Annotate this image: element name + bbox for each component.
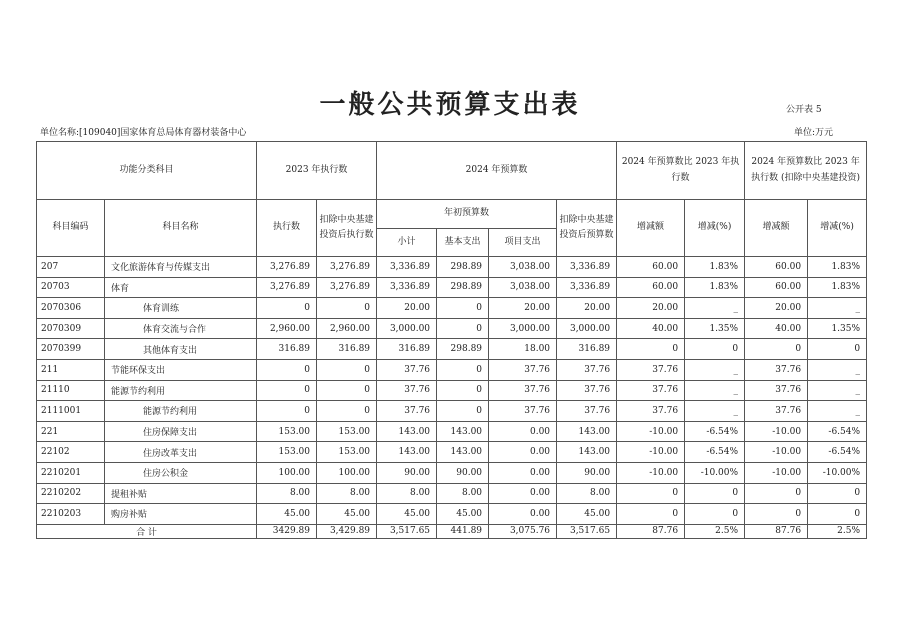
table-cell: 37.76 [617,401,685,422]
table-cell: 0 [617,339,685,360]
table-cell: 2,960.00 [257,318,317,339]
table-cell: _ [685,380,745,401]
header-exec: 执行数 [257,200,317,257]
table-cell: 60.00 [745,277,808,298]
header-project: 项目支出 [489,229,557,257]
table-cell: 60.00 [745,257,808,278]
table-cell: 1.35% [685,318,745,339]
subject-name: 其他体育支出 [105,339,257,360]
table-cell: -10.00 [745,462,808,483]
subject-code: 2070309 [37,318,105,339]
table-cell: 143.00 [377,421,437,442]
table-cell: 0 [257,380,317,401]
table-cell: 3,000.00 [377,318,437,339]
subject-code: 2111001 [37,401,105,422]
table-cell: 0 [437,359,489,380]
table-cell: 100.00 [317,462,377,483]
table-cell: 3429.89 [257,524,317,538]
subject-code: 2070306 [37,298,105,319]
table-cell: _ [808,298,867,319]
table-cell: 8.00 [557,483,617,504]
header-exec-ex: 扣除中央基建投资后执行数 [317,200,377,257]
table-cell: _ [808,359,867,380]
table-row [37,504,867,525]
table-cell: 37.76 [377,359,437,380]
header-name: 科目名称 [105,200,257,257]
table-cell: 153.00 [257,442,317,463]
table-cell: 37.76 [745,359,808,380]
table-cell: 1.35% [808,318,867,339]
table-cell: 37.76 [617,380,685,401]
table-cell: 8.00 [317,483,377,504]
subject-code: 22102 [37,442,105,463]
header-code: 科目编码 [37,200,105,257]
table-cell: 0 [437,401,489,422]
table-cell: 37.76 [745,401,808,422]
table-cell: 0.00 [489,421,557,442]
table-cell: 0 [808,483,867,504]
subject-name: 体育 [105,277,257,298]
table-cell: 0 [257,298,317,319]
table-cell: _ [808,401,867,422]
table-cell: 316.89 [317,339,377,360]
table-cell: 40.00 [617,318,685,339]
table-cell: 0.00 [489,504,557,525]
table-cell: 441.89 [437,524,489,538]
subject-name: 体育训练 [105,298,257,319]
table-cell: 90.00 [437,462,489,483]
total-row [37,524,867,538]
table-cell: 37.76 [377,401,437,422]
table-cell: 87.76 [745,524,808,538]
table-cell: 1.83% [685,277,745,298]
table-cell: 143.00 [437,442,489,463]
table-row [37,298,867,319]
header-ratio: 2024 年预算数比 2023 年执行数 [617,142,745,200]
table-row [37,380,867,401]
table-cell: 3,276.89 [317,257,377,278]
table-cell: 37.76 [489,359,557,380]
total-label: 合 计 [37,524,257,538]
subject-name: 住房改革支出 [105,442,257,463]
table-cell: 3,276.89 [257,277,317,298]
table-cell: 37.76 [489,401,557,422]
table-cell: 90.00 [377,462,437,483]
table-cell: _ [685,298,745,319]
table-cell: 0 [317,380,377,401]
table-cell: 1.83% [808,277,867,298]
table-cell: 37.76 [617,359,685,380]
table-cell: 3,038.00 [489,257,557,278]
table-cell: -10.00% [685,462,745,483]
table-cell: 20.00 [557,298,617,319]
table-cell: 0 [257,401,317,422]
table-cell: _ [685,359,745,380]
table-cell: 298.89 [437,339,489,360]
table-cell: -10.00 [617,421,685,442]
table-cell: 2.5% [808,524,867,538]
table-cell: 0 [745,339,808,360]
table-cell: 18.00 [489,339,557,360]
table-cell: 0 [437,380,489,401]
table-cell: 3,517.65 [557,524,617,538]
table-cell: 143.00 [437,421,489,442]
table-cell: 20.00 [745,298,808,319]
table-cell: 3,075.76 [489,524,557,538]
table-cell: 3,336.89 [557,257,617,278]
table-cell: 2,960.00 [317,318,377,339]
table-row [37,462,867,483]
header-budget-ex: 扣除中央基建投资后预算数 [557,200,617,257]
table-row [37,359,867,380]
table-cell: 45.00 [317,504,377,525]
table-cell: 153.00 [317,421,377,442]
table-cell: 3,000.00 [489,318,557,339]
header-basic: 基本支出 [437,229,489,257]
table-row [37,421,867,442]
table-cell: 45.00 [557,504,617,525]
table-cell: 0 [808,339,867,360]
table-cell: 45.00 [437,504,489,525]
table-cell: 153.00 [257,421,317,442]
table-cell: 0 [808,504,867,525]
table-cell: 3,336.89 [377,277,437,298]
table-cell: 8.00 [257,483,317,504]
table-cell: 0.00 [489,483,557,504]
table-row [37,257,867,278]
page-title: 一般公共预算支出表 [319,90,581,120]
table-header [37,142,867,257]
table-cell: 1.83% [685,257,745,278]
table-cell: 37.76 [557,359,617,380]
subject-code: 221 [37,421,105,442]
table-cell: 90.00 [557,462,617,483]
table-cell: 37.76 [557,401,617,422]
table-cell: 45.00 [377,504,437,525]
table-cell: -6.54% [808,442,867,463]
table-cell: 87.76 [617,524,685,538]
table-cell: 3,000.00 [557,318,617,339]
table-row [37,277,867,298]
subject-name: 住房公积金 [105,462,257,483]
table-cell: -6.54% [808,421,867,442]
header-exec-2023: 2023 年执行数 [257,142,377,200]
table-cell: -6.54% [685,421,745,442]
table-cell: 37.76 [745,380,808,401]
table-cell: 143.00 [557,442,617,463]
subject-name: 体育交流与合作 [105,318,257,339]
table-row [37,318,867,339]
table-cell: 0 [685,339,745,360]
table-row [37,401,867,422]
table-cell: 0 [685,504,745,525]
header-ratio-ex: 2024 年预算数比 2023 年执行数 (扣除中央基建投资) [745,142,867,200]
table-cell: -6.54% [685,442,745,463]
header-diff-ex: 增减额 [745,200,808,257]
table-cell: 0 [317,401,377,422]
subject-code: 2070399 [37,339,105,360]
table-cell: 3,336.89 [377,257,437,278]
subject-code: 20703 [37,277,105,298]
table-cell: 0 [745,504,808,525]
header-func-category: 功能分类科目 [37,142,257,200]
table-cell: 60.00 [617,277,685,298]
header-diff: 增减额 [617,200,685,257]
table-cell: 0.00 [489,442,557,463]
table-row [37,442,867,463]
table-cell: 37.76 [489,380,557,401]
table-cell: 143.00 [377,442,437,463]
table-cell: 3,276.89 [317,277,377,298]
subject-name: 住房保障支出 [105,421,257,442]
table-cell: 3,429.89 [317,524,377,538]
table-row [37,483,867,504]
subject-code: 207 [37,257,105,278]
table-cell: -10.00 [745,421,808,442]
table-cell: _ [685,401,745,422]
header-pct-ex: 增减(%) [808,200,867,257]
subject-name: 文化旅游体育与传媒支出 [105,257,257,278]
table-cell: 0 [745,483,808,504]
table-row [37,339,867,360]
table-cell: -10.00% [808,462,867,483]
subject-code: 2210201 [37,462,105,483]
table-cell: 3,517.65 [377,524,437,538]
table-cell: 2.5% [685,524,745,538]
table-cell: 298.89 [437,257,489,278]
subject-name: 能源节约利用 [105,401,257,422]
subject-code: 2210203 [37,504,105,525]
table-cell: 143.00 [557,421,617,442]
table-cell: 0 [257,359,317,380]
currency-unit: 单位:万元 [794,128,834,138]
table-cell: 37.76 [557,380,617,401]
table-cell: 8.00 [437,483,489,504]
table-cell: _ [808,380,867,401]
table-cell: 0 [617,483,685,504]
header-budget-2024: 2024 年预算数 [377,142,617,200]
subject-name: 提租补贴 [105,483,257,504]
table-cell: 1.83% [808,257,867,278]
header-subtotal: 小计 [377,229,437,257]
unit-name: 单位名称:[109040]国家体育总局体育器材装备中心 [40,128,247,138]
table-cell: 45.00 [257,504,317,525]
subject-code: 2210202 [37,483,105,504]
table-cell: 20.00 [377,298,437,319]
header-initial-budget: 年初预算数 [377,200,557,229]
table-cell: 316.89 [257,339,317,360]
table-cell: 0 [317,359,377,380]
table-cell: 40.00 [745,318,808,339]
table-cell: 0 [685,483,745,504]
table-body [37,257,867,525]
table-cell: 8.00 [377,483,437,504]
table-cell: 0.00 [489,462,557,483]
table-cell: 316.89 [377,339,437,360]
table-cell: 0 [437,298,489,319]
table-cell: -10.00 [745,442,808,463]
table-cell: 3,336.89 [557,277,617,298]
table-cell: 298.89 [437,277,489,298]
subject-code: 211 [37,359,105,380]
table-cell: -10.00 [617,462,685,483]
table-cell: 153.00 [317,442,377,463]
table-cell: 0 [617,504,685,525]
header-pct: 增减(%) [685,200,745,257]
table-cell: 100.00 [257,462,317,483]
table-cell: 20.00 [489,298,557,319]
subject-name: 能源节约利用 [105,380,257,401]
subject-name: 节能环保支出 [105,359,257,380]
subject-name: 购房补贴 [105,504,257,525]
budget-table [36,141,867,539]
table-cell: 316.89 [557,339,617,360]
form-number: 公开表 5 [786,105,822,115]
table-cell: 37.76 [377,380,437,401]
subject-code: 21110 [37,380,105,401]
table-cell: 3,038.00 [489,277,557,298]
table-cell: 0 [317,298,377,319]
table-cell: 20.00 [617,298,685,319]
table-cell: 3,276.89 [257,257,317,278]
table-cell: 0 [437,318,489,339]
table-cell: 60.00 [617,257,685,278]
table-cell: -10.00 [617,442,685,463]
